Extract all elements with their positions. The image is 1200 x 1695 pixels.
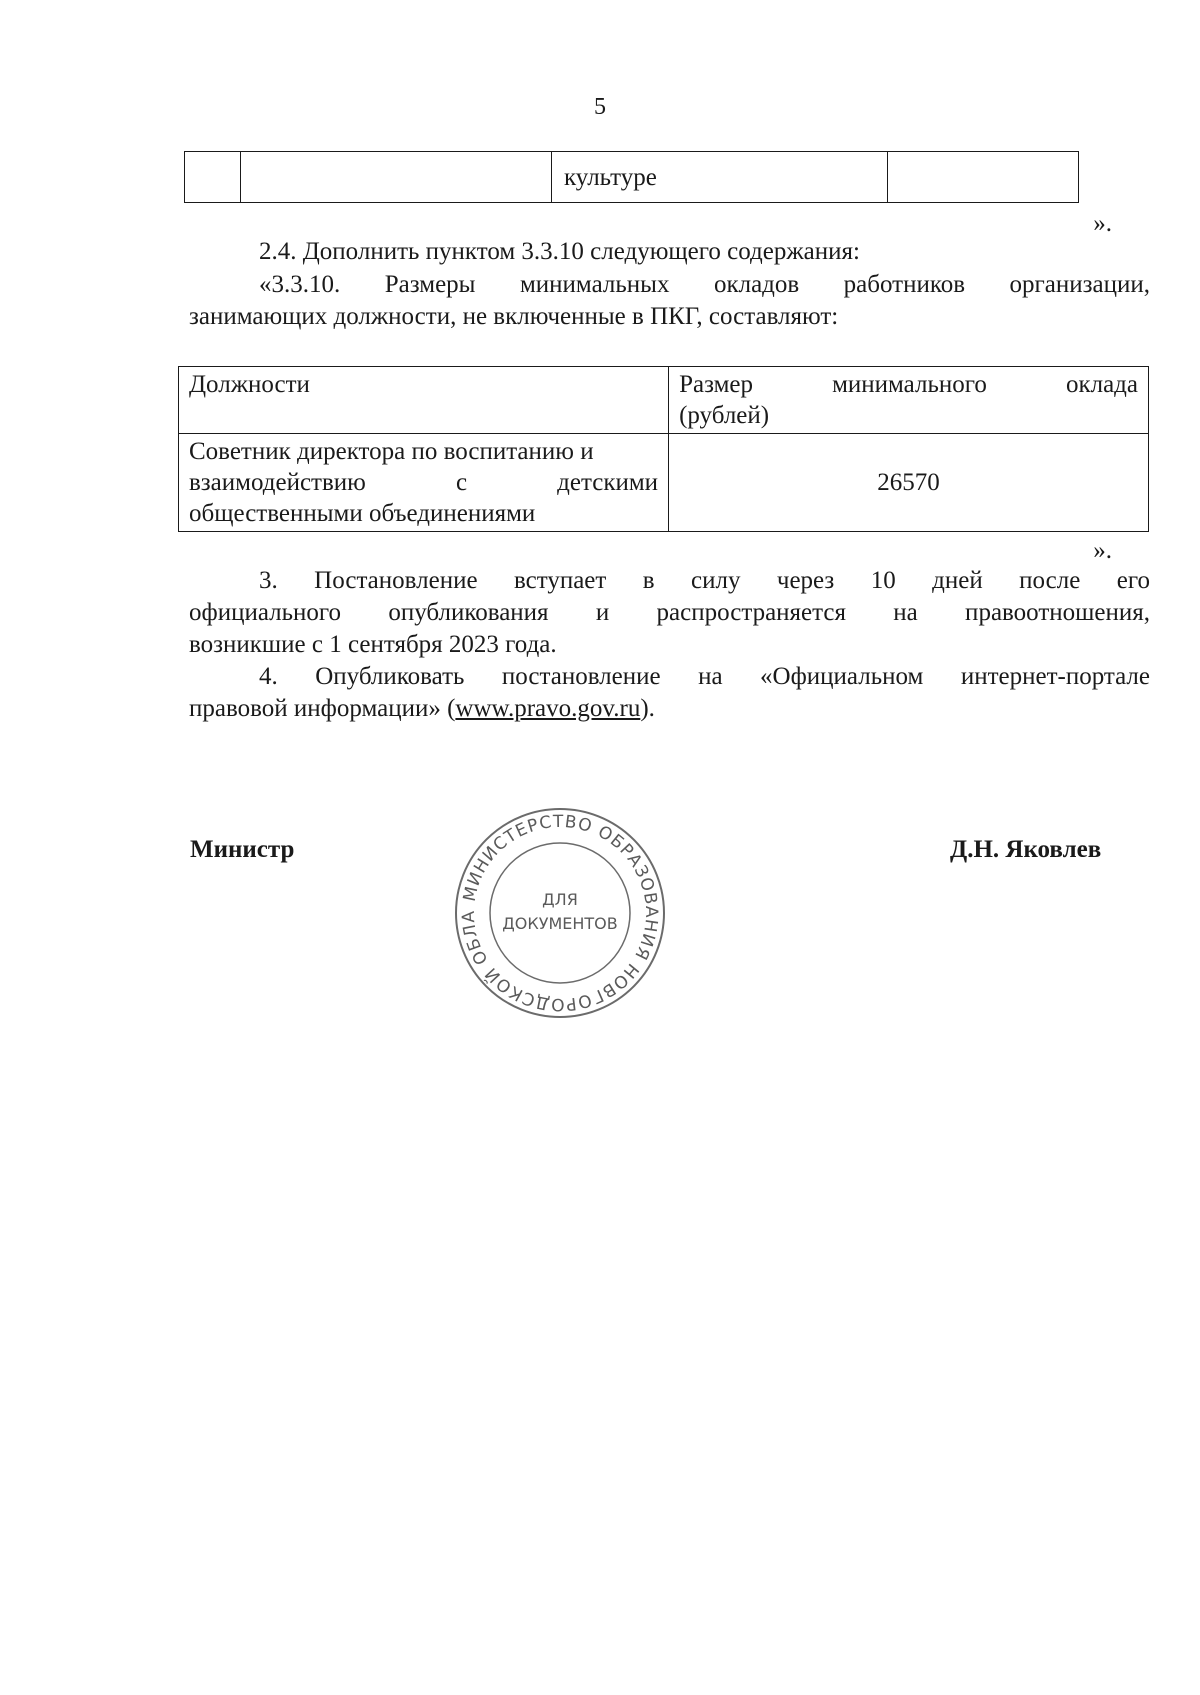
section-3-3-10-line1: «3.3.10. Размеры минимальных окладов работников организации, bbox=[259, 271, 1150, 298]
page-number: 5 bbox=[594, 94, 606, 120]
section-4-prefix: правовой информации» ( bbox=[189, 695, 456, 722]
table-cell bbox=[888, 152, 1079, 203]
section-4-line1: 4. Опубликовать постановление на «Официальном интернет-портале bbox=[259, 663, 1150, 690]
row-position-word: взаимодействию bbox=[189, 469, 366, 496]
header-salary-word: Размер bbox=[679, 371, 754, 398]
table-cell bbox=[241, 152, 552, 203]
section-4-suffix: ). bbox=[640, 695, 655, 722]
row-position-line: Советник директора по воспитанию и bbox=[189, 438, 594, 465]
row-position bbox=[179, 434, 669, 532]
header-position-text: Должности bbox=[189, 371, 310, 398]
section-3-line1: 3. Постановление вступает в силу через 10 дней после его bbox=[259, 567, 1150, 594]
row-position-word: детскими bbox=[557, 469, 659, 496]
salary-table bbox=[178, 366, 1149, 532]
pravo-link[interactable]: www.pravo.gov.ru bbox=[455, 695, 641, 722]
stamp-outer-ring bbox=[456, 809, 664, 1017]
header-position bbox=[179, 367, 669, 434]
header-salary bbox=[669, 367, 1149, 434]
official-stamp bbox=[440, 808, 680, 1018]
header-salary-unit: (рублей) bbox=[679, 402, 770, 429]
closing-quote: ». bbox=[1093, 210, 1112, 237]
stamp-inner-line2: ДОКУМЕНТОВ bbox=[502, 914, 618, 933]
closing-quote: ». bbox=[1093, 537, 1112, 564]
row-salary bbox=[669, 434, 1149, 532]
section-4-line2 bbox=[189, 693, 655, 725]
section-2-4: 2.4. Дополнить пунктом 3.3.10 следующего содержания: bbox=[259, 238, 860, 265]
table-cell bbox=[185, 152, 241, 203]
stamp-outer-text: МИНИСТЕРСТВО ОБРАЗОВАНИЯ НОВГОРОДСКОЙ ОБЛА bbox=[458, 811, 662, 1015]
stamp-inner-line1: ДЛЯ bbox=[542, 890, 578, 909]
section-3-3-10-line2: занимающих должности, не включенные в ПКГ, составляют: bbox=[189, 303, 839, 330]
section-3-line2: официального опубликования и распространяется на правоотношения, bbox=[189, 599, 1150, 626]
signature-name: Д.Н. Яковлев bbox=[950, 836, 1102, 863]
continued-table bbox=[184, 151, 1079, 203]
table-cell-text: культуре bbox=[564, 164, 657, 191]
stamp-inner-ring bbox=[490, 843, 630, 983]
signature-title: Министр bbox=[190, 836, 295, 863]
row-position-word: с bbox=[455, 469, 468, 496]
row-position-line: общественными объединениями bbox=[189, 500, 536, 527]
section-3-line3: возникшие с 1 сентября 2023 года. bbox=[189, 631, 557, 658]
row-salary-value: 26570 bbox=[877, 469, 940, 496]
header-salary-word: оклада bbox=[1065, 371, 1138, 398]
stamp-graphic bbox=[440, 808, 680, 1018]
table-cell bbox=[552, 152, 888, 203]
header-salary-word: минимального bbox=[832, 371, 987, 398]
